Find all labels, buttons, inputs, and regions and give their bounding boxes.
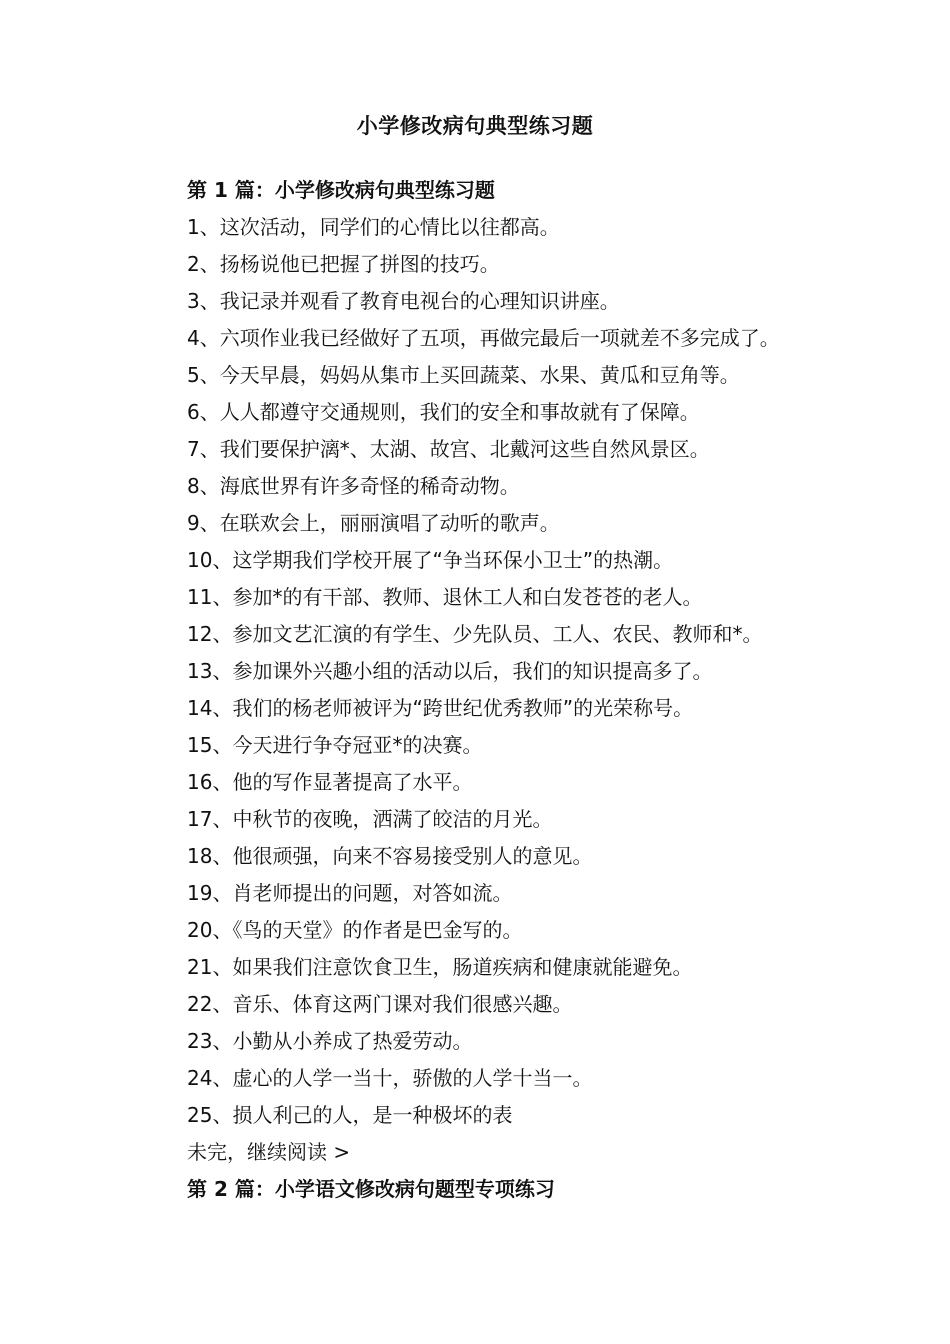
exercise-list bbox=[187, 209, 887, 1134]
section-1-heading: 第 1 篇：小学修改病句典型练习题 bbox=[187, 178, 495, 202]
exercise-item: 5、今天早晨，妈妈从集市上买回蔬菜、水果、黄瓜和豆角等。 bbox=[187, 363, 740, 387]
exercise-item: 21、如果我们注意饮食卫生，肠道疾病和健康就能避免。 bbox=[187, 955, 693, 979]
document-body bbox=[187, 172, 887, 1208]
exercise-item: 15、今天进行争夺冠亚*的决赛。 bbox=[187, 733, 483, 757]
exercise-item: 12、参加文艺汇演的有学生、少先队员、工人、农民、教师和*。 bbox=[187, 622, 763, 646]
exercise-item: 3、我记录并观看了教育电视台的心理知识讲座。 bbox=[187, 289, 620, 313]
exercise-item: 23、小勤从小养成了热爱劳动。 bbox=[187, 1029, 473, 1053]
document-title: 小学修改病句典型练习题 bbox=[356, 114, 594, 138]
exercise-item: 20、《鸟的天堂》的作者是巴金写的。 bbox=[187, 918, 523, 942]
exercise-item: 19、肖老师提出的问题，对答如流。 bbox=[187, 881, 513, 905]
exercise-item: 2、扬杨说他已把握了拼图的技巧。 bbox=[187, 252, 500, 276]
exercise-item: 1、这次活动，同学们的心情比以往都高。 bbox=[187, 215, 560, 239]
exercise-item: 4、六项作业我已经做好了五项，再做完最后一项就差不多完成了。 bbox=[187, 326, 780, 350]
exercise-item: 22、音乐、体育这两门课对我们很感兴趣。 bbox=[187, 992, 573, 1016]
exercise-item: 17、中秋节的夜晚，洒满了皎洁的月光。 bbox=[187, 807, 553, 831]
exercise-item: 16、他的写作显著提高了水平。 bbox=[187, 770, 473, 794]
exercise-item: 11、参加*的有干部、教师、退休工人和白发苍苍的老人。 bbox=[187, 585, 703, 609]
exercise-item: 6、人人都遵守交通规则，我们的安全和事故就有了保障。 bbox=[187, 400, 700, 424]
exercise-item: 8、海底世界有许多奇怪的稀奇动物。 bbox=[187, 474, 520, 498]
exercise-item: 24、虚心的人学一当十，骄傲的人学十当一。 bbox=[187, 1066, 593, 1090]
section-2-heading: 第 2 篇：小学语文修改病句题型专项练习 bbox=[187, 1177, 555, 1201]
exercise-item: 25、损人利己的人，是一种极坏的表 bbox=[187, 1103, 513, 1127]
read-more-link[interactable]: 未完，继续阅读 > bbox=[187, 1140, 351, 1164]
exercise-item: 14、我们的杨老师被评为“跨世纪优秀教师”的光荣称号。 bbox=[187, 696, 694, 720]
exercise-item: 18、他很顽强，向来不容易接受别人的意见。 bbox=[187, 844, 593, 868]
exercise-item: 10、这学期我们学校开展了“争当环保小卫士”的热潮。 bbox=[187, 548, 674, 572]
exercise-item: 7、我们要保护漓*、太湖、故宫、北戴河这些自然风景区。 bbox=[187, 437, 710, 461]
exercise-item: 13、参加课外兴趣小组的活动以后，我们的知识提高多了。 bbox=[187, 659, 713, 683]
exercise-item: 9、在联欢会上，丽丽演唱了动听的歌声。 bbox=[187, 511, 560, 535]
